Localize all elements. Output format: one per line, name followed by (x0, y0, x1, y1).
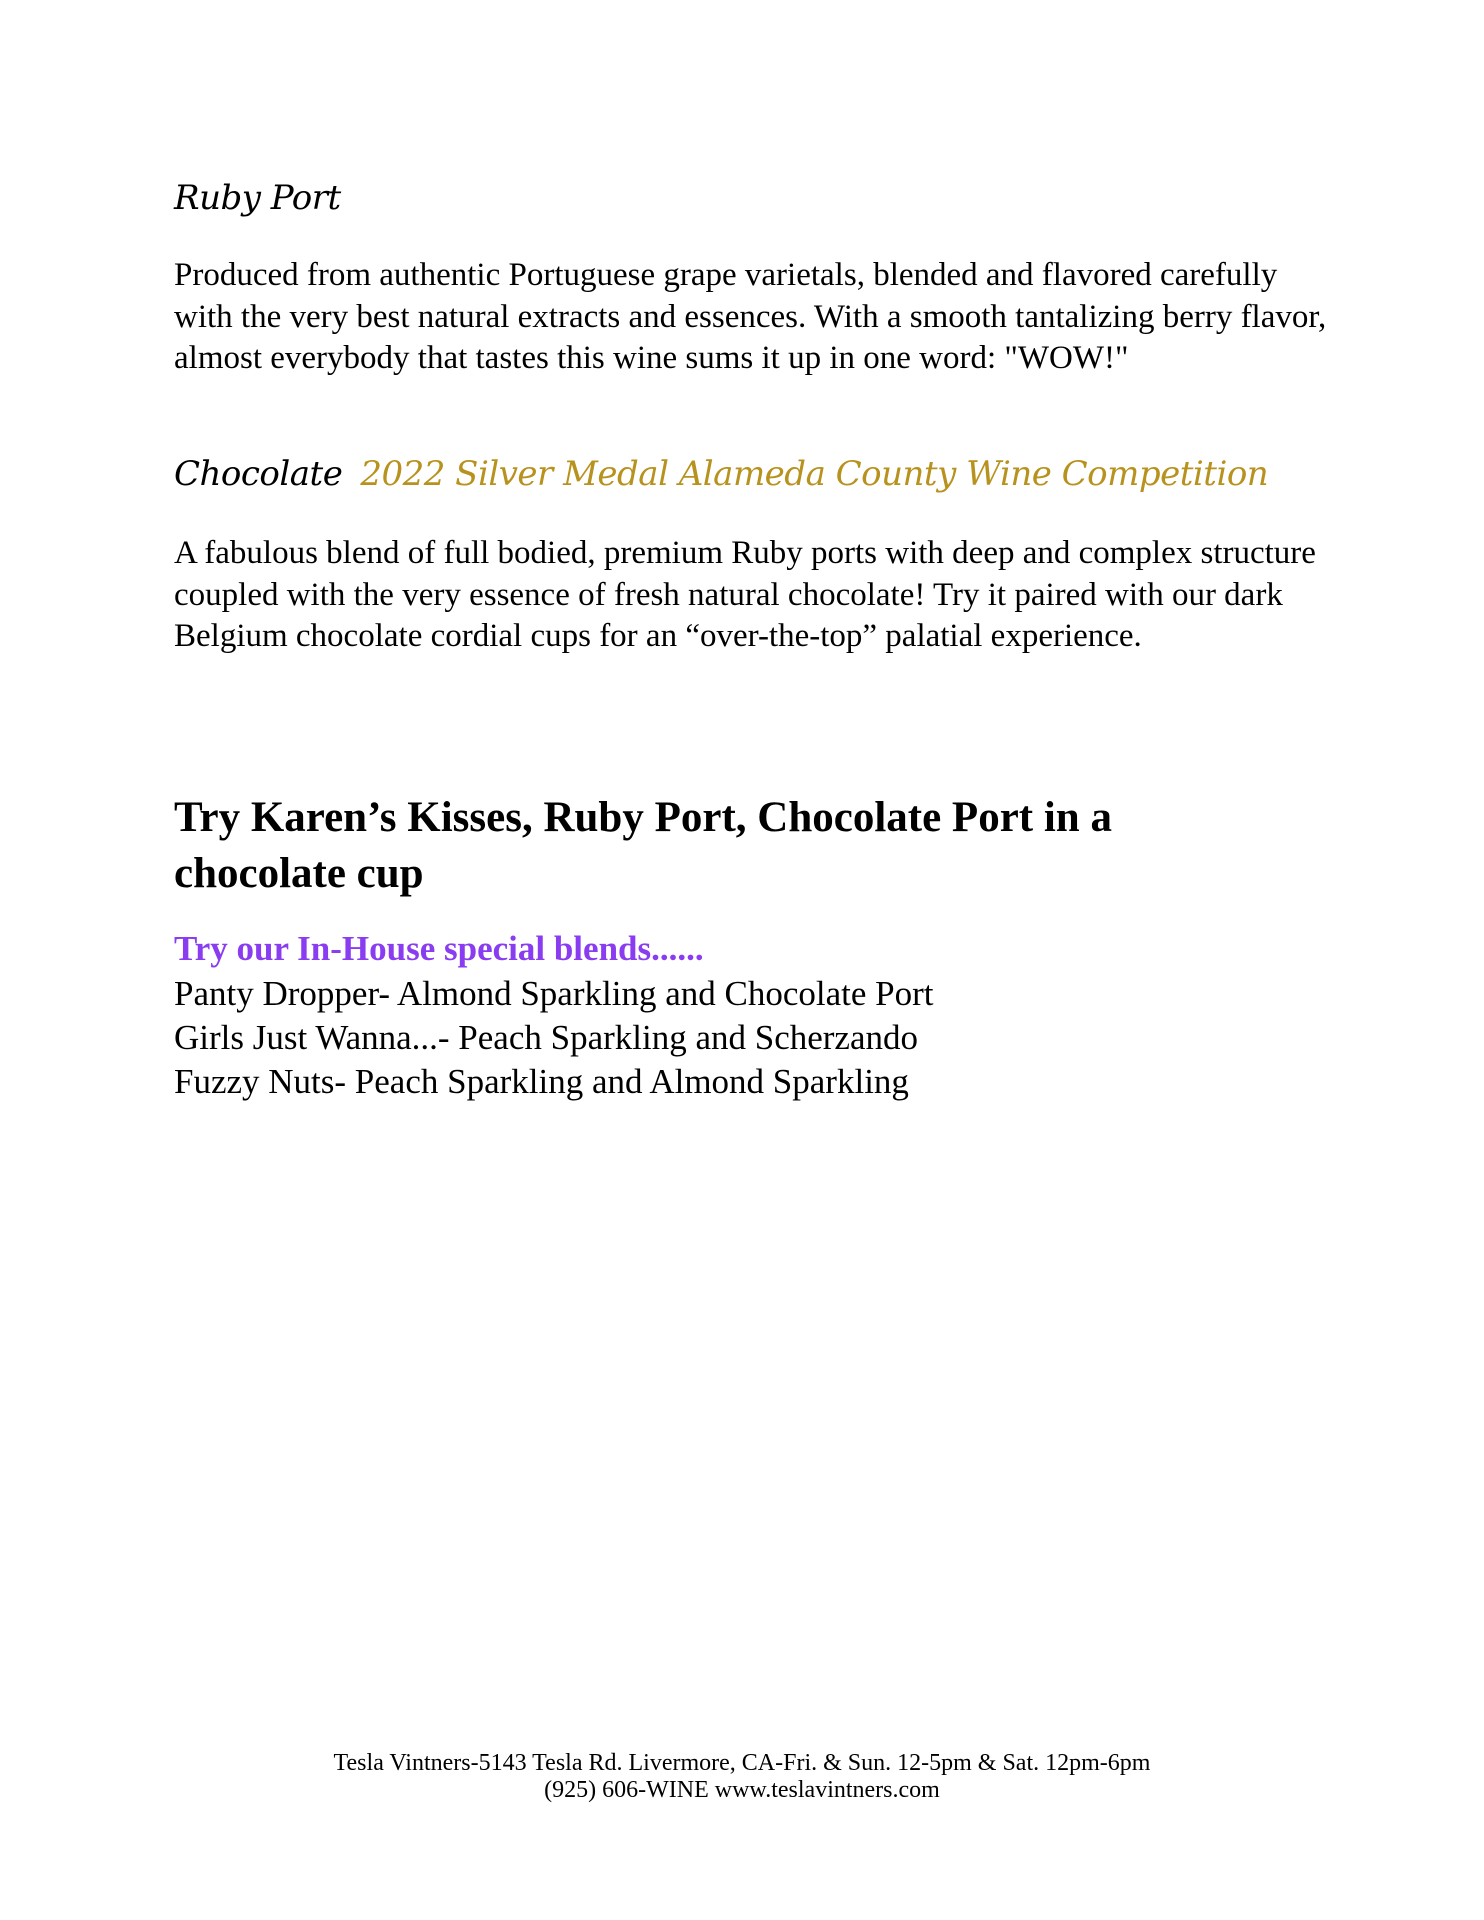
blends-title: Try our In-House special blends...... (174, 929, 704, 968)
ruby-port-description: Produced from authentic Portuguese grape varietals, blended and flavored carefully with the very best natural extracts and essences. With a smooth tantalizing berry flavor, almost everybody that tastes this wine sums it up in one word: "WOW!" (174, 257, 1327, 376)
footer (0, 1750, 1484, 1804)
ruby-port-heading: Ruby Port (174, 178, 341, 218)
blend-list (174, 972, 933, 1104)
blend-item: Girls Just Wanna...- Peach Sparkling and Scherzando (174, 1018, 919, 1057)
blend-item: Panty Dropper- Almond Sparkling and Chocolate Port (174, 974, 934, 1013)
chocolate-description: A fabulous blend of full bodied, premium Ruby ports with deep and complex structure coupled with the very essence of fresh natural chocolate! Try it paired with our dark Belgium chocolate cordial cups for an “over-the-top” palatial experience. (174, 535, 1316, 654)
chocolate-heading (174, 454, 1268, 494)
blend-item: Fuzzy Nuts- Peach Sparkling and Almond Sparkling (174, 1062, 909, 1101)
footer-contact: (925) 606-WINE www.teslavintners.com (544, 1777, 940, 1803)
footer-address: Tesla Vintners-5143 Tesla Rd. Livermore, CA-Fri. & Sun. 12-5pm & Sat. 12pm-6pm (333, 1750, 1151, 1776)
award-text: 2022 Silver Medal Alameda County Wine Competition (360, 454, 1269, 494)
chocolate-title: Chocolate (174, 454, 343, 494)
promo-heading: Try Karen’s Kisses, Ruby Port, Chocolate Port in a chocolate cup (174, 794, 1112, 897)
